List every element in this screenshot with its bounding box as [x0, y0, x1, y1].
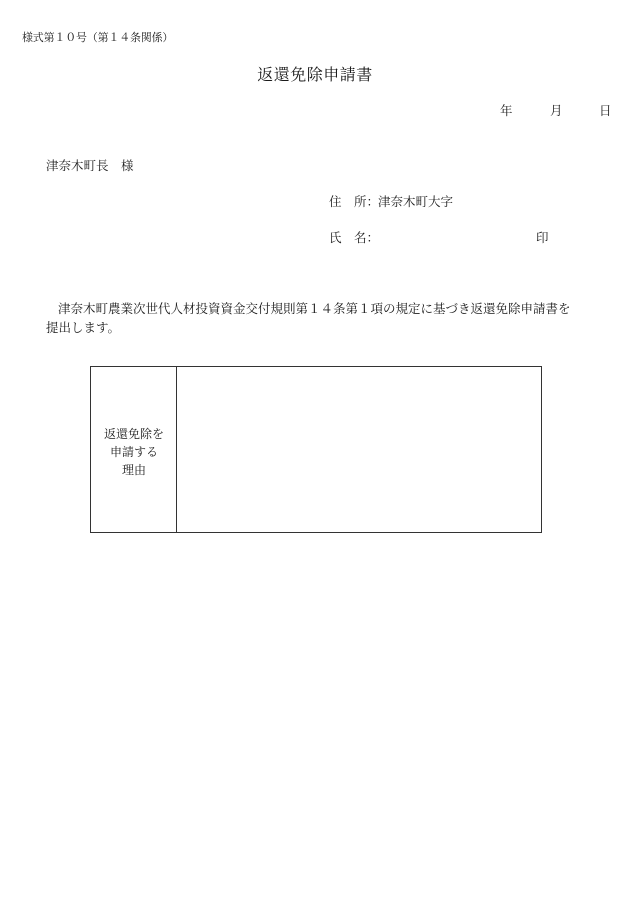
statement-line-2: 提出します。 [46, 320, 121, 335]
reason-label-line-1: 返還免除を [103, 427, 164, 441]
date-year-label: 年 [500, 103, 513, 118]
address-label: 住 所： [329, 194, 380, 209]
name-label: 氏 名： [329, 230, 380, 245]
date-month-label: 月 [550, 103, 563, 118]
addressee: 津奈木町長 様 [46, 158, 134, 173]
address-value: 津奈木町大字 [378, 194, 454, 209]
form-number: 様式第１０号（第１４条関係） [22, 31, 174, 44]
statement-line-1: 津奈木町農業次世代人材投資資金交付規則第１４条第１項の規定に基づき返還免除申請書を [58, 301, 571, 316]
document-title: 返還免除申請書 [257, 65, 373, 84]
reason-entry-cell [177, 367, 541, 532]
seal-mark: 印 [536, 230, 549, 245]
reason-label [91, 425, 177, 479]
reason-label-cell [91, 367, 177, 532]
reason-table [90, 366, 542, 533]
reason-label-line-2: 申請する [109, 445, 158, 459]
reason-label-line-3: 理由 [121, 463, 146, 477]
application-statement [46, 299, 586, 337]
date-day-label: 日 [599, 103, 612, 118]
